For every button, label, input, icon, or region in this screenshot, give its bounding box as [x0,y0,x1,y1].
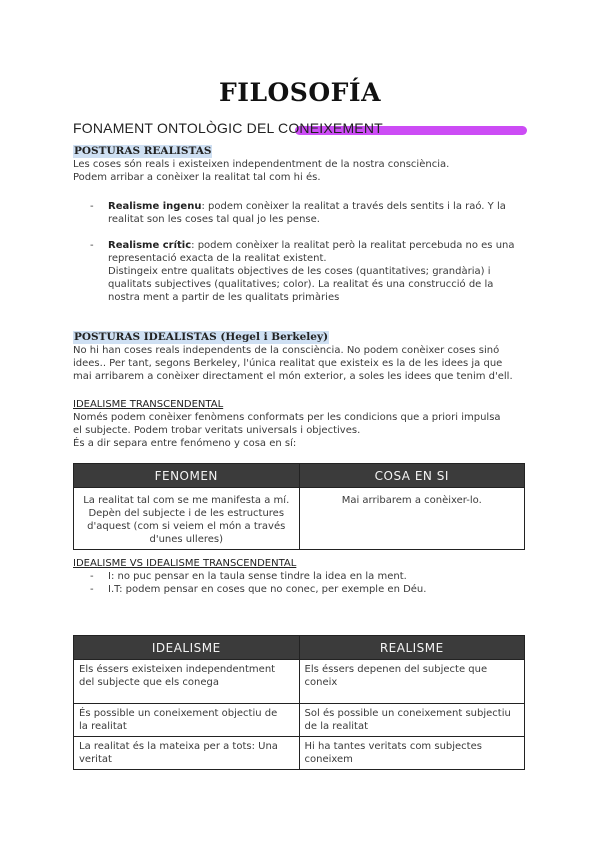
realist-intro-line: Podem arribar a conèixer la realitat tal com hi és. [73,172,321,183]
table-cell: Mai arribarem a conèixer-lo. [299,488,525,550]
transcendental-line: És a dir separa entre fenómeno y cosa en sí: [73,438,297,449]
idealist-intro-line: No hi han coses reals independents de la consciència. No podem conèixer coses sinó [73,345,500,356]
transcendental-heading: IDEALISME TRANSCENDENTAL [73,399,224,410]
definition-text: qualitats subjectives (qualitatives; color). La realitat és una construcció de la [108,279,494,290]
definition-text: realitat son les coses tal qual jo les pense. [108,214,320,225]
table-header: REALISME [299,636,524,660]
page-title: FILOSOFÍA [219,78,381,107]
subtitle-row [73,120,533,140]
table-row [74,737,525,770]
table-cell: És possible un coneixement objectiu de la realitat [74,704,300,737]
transcendental-line: el subjecte. Podem trobar veritats universals i objectives. [73,425,361,436]
definition-text: nostra ment a partir de les qualitats primàries [108,292,340,303]
table-cell: Els éssers existeixen independentment del subjecte que els conega [74,660,300,704]
term-label: Realisme crític [108,240,192,251]
idealist-intro-line: idees.. Per tant, segons Berkeley, l'única realitat que existeix es la de les idees ja que [73,358,503,369]
list-item: - I.T: podem pensar en coses que no conec, per exemple en Déu. [90,584,427,595]
table-header: IDEALISME [74,636,300,660]
realist-intro-line: Les coses són reals i existeixen independentment de la nostra consciència. [73,159,450,170]
table-row [74,704,525,737]
transcendental-section [73,398,501,450]
realist-heading: POSTURAS REALISTAS [74,145,212,157]
table-cell: Hi ha tantes veritats com subjectes coneixem [299,737,524,770]
idealist-heading: POSTURAS IDEALISTAS (Hegel i Berkeley) [74,331,329,343]
table-cell: La realitat és la mateixa per a tots: Una veritat [74,737,300,770]
table-cell: La realitat tal com se me manifesta a mí. Depèn del subjecte i de les estructures d'aquest (com si veiem el món a través d'unes ulleres) [74,488,300,550]
idealist-section [73,331,513,383]
vs-heading: IDEALISME VS IDEALISME TRANSCENDENTAL [73,558,297,569]
fenomen-table [73,463,525,550]
idealist-intro-line: mai arribarem a conèixer directament el món exterior, a soles les idees que tenim d'ell. [73,371,513,382]
definition-text: Distingeix entre qualitats objectives de les coses (quantitatives; grandària) i [108,266,491,277]
table-header: COSA EN SI [299,464,525,488]
idealisme-realisme-table [73,635,525,770]
list-item: - I: no puc pensar en la taula sense tindre la idea en la ment. [90,571,407,582]
transcendental-line: Només podem conèixer fenòmens conformats per les condicions que a priori impulsa [73,412,501,423]
realist-section [73,145,449,184]
table-row [74,660,525,704]
subtitle: FONAMENT ONTOLÒGIC DEL CONEIXEMENT [73,120,383,136]
table-cell: Sol és possible un coneixement subjectiu de la realitat [299,704,524,737]
term-label: Realisme ingenu [108,201,202,212]
bullet-realisme-ingenu: - Realisme ingenu: podem conèixer la realitat a través dels sentits i la raó. Y la realitat son les coses tal qual jo les pense. [90,201,506,225]
vs-section [73,557,296,570]
bullet-realisme-critic: - Realisme crític: podem conèixer la realitat però la realitat percebuda no es una representació exacta de la realitat existent. Distingeix entre qualitats objectives de les coses (quantitatives; grandària) i qualitats subjectives (qualitatives; color). La realitat és una construcció de la nostra ment a partir de les qualitats primàries [90,240,515,303]
definition-text: : podem conèixer la realitat a través dels sentits i la raó. Y la [201,201,506,212]
table-header: FENOMEN [74,464,300,488]
table-cell: Els éssers depenen del subjecte que coneix [299,660,524,704]
definition-text: representació exacta de la realitat existent. [108,253,327,264]
definition-text: : podem conèixer la realitat però la realitat percebuda no es una [191,240,515,251]
